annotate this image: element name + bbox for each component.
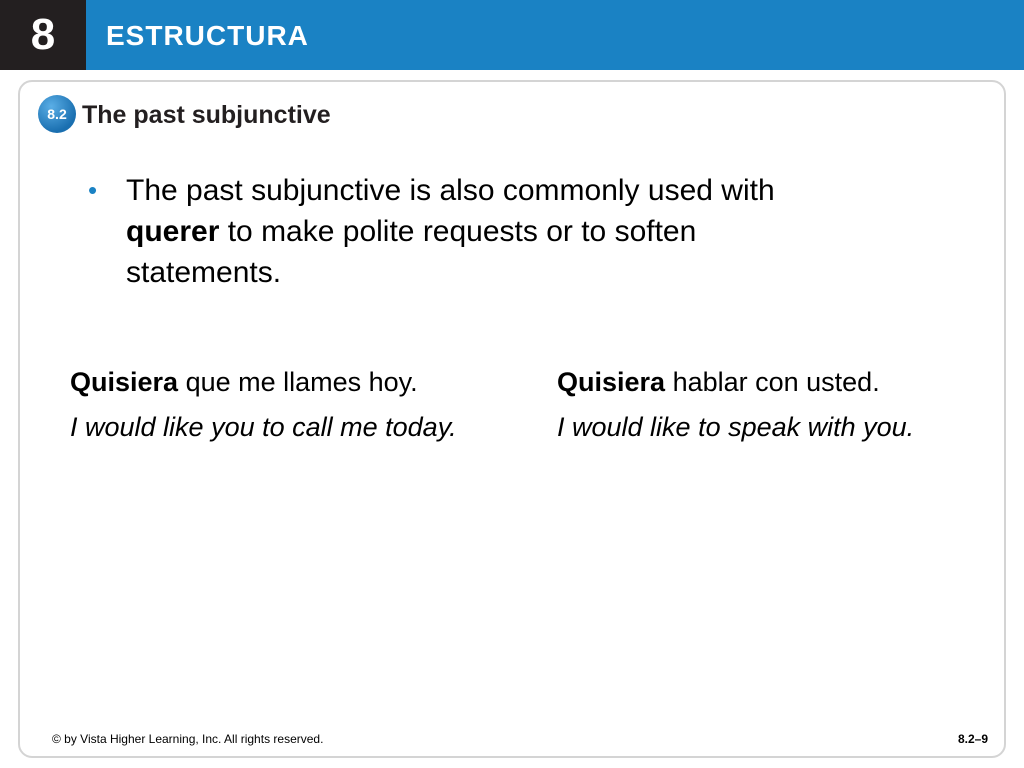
example-1-spanish — [70, 366, 418, 398]
example-2-english: I would like to speak with you. — [557, 412, 915, 442]
footer-copyright: © by Vista Higher Learning, Inc. All rights reserved. — [52, 732, 324, 746]
example-2-spanish — [557, 366, 880, 398]
bullet-text-part1: The past subjunctive is also commonly used with — [126, 174, 775, 207]
chapter-number: 8 — [0, 0, 86, 70]
section-badge: 8.2 — [38, 95, 76, 133]
example-1-spanish-bold: Quisiera — [70, 367, 179, 397]
example-2-spanish-bold: Quisiera — [557, 367, 666, 397]
example-1-spanish-rest: que me llames hoy. — [178, 367, 418, 397]
bullet-text — [126, 170, 808, 293]
bullet-icon: • — [88, 175, 98, 205]
section-title: The past subjunctive — [82, 101, 331, 129]
bullet-text-part2: to make polite requests or to soften statements. — [126, 215, 697, 289]
page-number: 8.2–9 — [957, 732, 988, 746]
example-1-english: I would like you to call me today. — [70, 412, 457, 442]
chapter-title: ESTRUCTURA — [106, 20, 309, 51]
bullet-point — [88, 170, 808, 293]
bullet-text-bold: querer — [126, 215, 220, 248]
example-2-spanish-rest: hablar con usted. — [665, 367, 880, 397]
